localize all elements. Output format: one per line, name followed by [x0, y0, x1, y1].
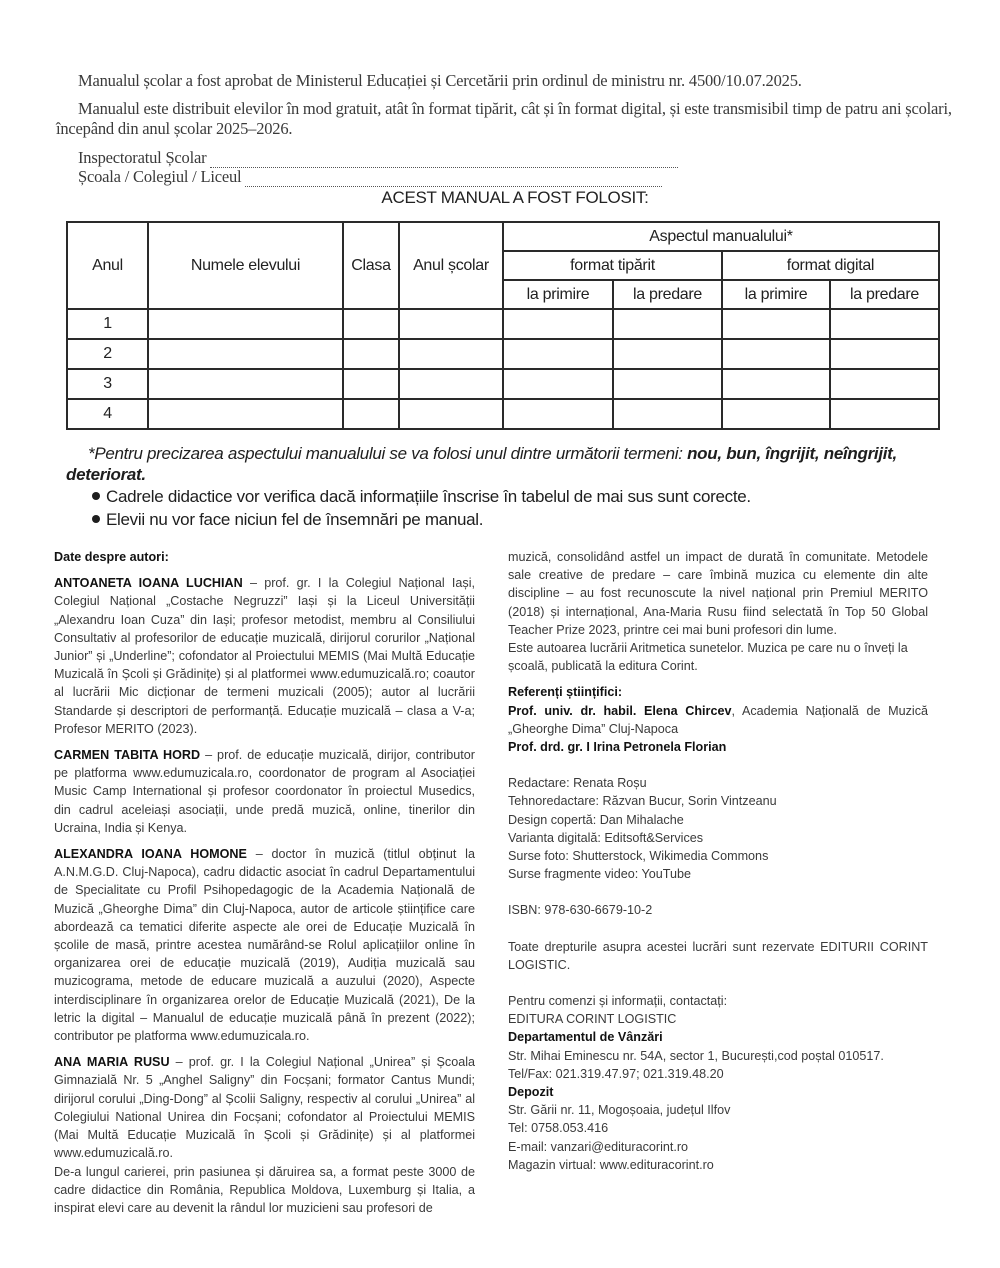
cell-numele[interactable]	[148, 339, 343, 369]
cell-digital-primire[interactable]	[722, 309, 830, 339]
header-numele-elevului: Numele elevului	[148, 222, 343, 309]
cell-clasa[interactable]	[343, 369, 399, 399]
header-tiparit-la-primire: la primire	[503, 280, 613, 309]
credit-line: Redactare: Renata Roșu	[508, 776, 647, 791]
inspectorat-fill-line	[78, 148, 678, 168]
credit-line: Surse fragmente video: YouTube	[508, 867, 691, 882]
referees-heading: Referenți științifici:	[508, 685, 623, 700]
cell-digital-predare[interactable]	[830, 339, 939, 369]
cell-tiparit-primire[interactable]	[503, 369, 613, 399]
cell-digital-predare[interactable]	[830, 399, 939, 429]
cell-numele[interactable]	[148, 309, 343, 339]
cell-clasa[interactable]	[343, 309, 399, 339]
sales-phone: Tel/Fax: 021.319.47.97; 021.319.48.20	[508, 1066, 724, 1081]
table-row	[67, 309, 939, 339]
credit-line: Tehnoredactare: Răzvan Bucur, Sorin Vintzeanu	[508, 794, 777, 809]
cell-clasa[interactable]	[343, 339, 399, 369]
publisher-name: EDITURA CORINT LOGISTIC	[508, 1012, 677, 1027]
author-bio-overflow: muzică, consolidând astfel un impact de durată în comunitate. Metodele sale creative de predare – care îmbină muzica cu elemente din alte discipline – au fost recunoscute la nivel național prin Premiul MERITO (2018) și internațional, Ana-Maria Rusu fiind selectată în Top 50 Global Teacher Prize 2023, printre cei mai buni profesori din lume.	[508, 550, 928, 637]
header-anul-scolar: Anul școlar	[399, 222, 503, 309]
authors-heading: Date despre autori:	[54, 550, 169, 564]
table-row	[67, 369, 939, 399]
header-aspectul-manualului: Aspectul manualului*	[503, 222, 939, 251]
header-tiparit-la-predare: la predare	[613, 280, 722, 309]
cell-digital-predare[interactable]	[830, 369, 939, 399]
cell-anul: 1	[67, 309, 148, 339]
distribution-paragraph: Manualul este distribuit elevilor în mod gratuit, atât în format tipărit, cât și în format digital, și este transmisibil timp de patru ani școlari, începând din anul școlar 2025–2026.	[56, 99, 952, 138]
credit-line: Varianta digitală: Editsoft&Services	[508, 830, 704, 845]
table-row	[67, 399, 939, 429]
term-ingrijit: îngrijit	[765, 444, 815, 463]
credit-line: Surse foto: Shutterstock, Wikimedia Commons	[508, 849, 769, 864]
header-digital-la-primire: la primire	[722, 280, 830, 309]
cell-digital-primire[interactable]	[722, 369, 830, 399]
bullet-item: Cadrele didactice vor verifica dacă informațiile înscrise în tabelul de mai sus sunt corecte.	[92, 487, 751, 507]
term-deteriorat: deteriorat	[66, 465, 142, 484]
term-nou: nou	[687, 444, 718, 463]
author-entry: ANTOANETA IOANA LUCHIAN – prof. gr. I la Colegiul Național Iași, Colegiul Național „Costache Negruzzi” Iași și la Liceul Universității „Alexandru Ioan Cuza” din Iași; profesor metodist, membru al Consiliului Consultativ al profesorilor de educație muzicală, dirijorul corurilor „Național Junior” și „Underline”; cofondator al Proiectului MEMIS (Mai Multă Educație Muzicală în Școli și Grădinițe) și al platformei www.edumuzicală.ro; coautor al lucrării Mic dicționar de termeni muzicali (2005); autor al lucrării Standarde și descriptori de performanță. Educație muzicală – clasa a V-a; Profesor MERITO (2023).	[54, 576, 475, 736]
referee-name: Prof. drd. gr. I Irina Petronela Florian	[508, 740, 727, 755]
bullet-dot-icon	[92, 515, 100, 523]
cell-tiparit-predare[interactable]	[613, 399, 722, 429]
cell-tiparit-primire[interactable]	[503, 309, 613, 339]
isbn: ISBN: 978-630-6679-10-2	[508, 903, 653, 918]
credits-list	[508, 774, 928, 883]
rights-notice: Toate drepturile asupra acestei lucrări sunt rezervate EDITURII CORINT LOGISTIC.	[508, 939, 928, 972]
usage-table	[66, 221, 940, 430]
shop-link[interactable]: Magazin virtual: www.edituracorint.ro	[508, 1157, 714, 1172]
cell-tiparit-predare[interactable]	[613, 369, 722, 399]
header-format-tiparit: format tipărit	[503, 251, 722, 280]
scoala-fill-line	[78, 167, 662, 187]
cell-numele[interactable]	[148, 369, 343, 399]
cell-anul-scolar[interactable]	[399, 399, 503, 429]
referee-entry: Prof. univ. dr. habil. Elena Chircev, Academia Națională de Muzică „Gheorghe Dima” Cluj-Napoca	[508, 703, 928, 736]
cell-tiparit-primire[interactable]	[503, 399, 613, 429]
header-clasa: Clasa	[343, 222, 399, 309]
cell-clasa[interactable]	[343, 399, 399, 429]
bullet-item: Elevii nu vor face niciun fel de însemnări pe manual.	[92, 510, 483, 530]
contact-block	[508, 992, 928, 1174]
cell-digital-primire[interactable]	[722, 399, 830, 429]
cell-digital-predare[interactable]	[830, 309, 939, 339]
aspect-footnote: *Pentru precizarea aspectului manualului se va folosi unul dintre următorii termeni: nou, bun, îngrijit, neîngrijit, deteriorat.	[66, 444, 897, 484]
scoala-label: Școala / Colegiul / Liceul	[78, 167, 242, 186]
inspectorat-label: Inspectoratul Școlar	[78, 148, 207, 167]
cell-anul-scolar[interactable]	[399, 309, 503, 339]
scoala-blank[interactable]	[245, 172, 662, 187]
approval-paragraph: Manualul școlar a fost aprobat de Ministerul Educației și Cercetării prin ordinul de ministru nr. 4500/10.07.2025.	[78, 71, 802, 90]
header-anul: Anul	[67, 222, 148, 309]
credit-line: Design copertă: Dan Mihalache	[508, 812, 684, 827]
cell-anul: 4	[67, 399, 148, 429]
depot-phone: Tel: 0758.053.416	[508, 1121, 609, 1136]
publishing-info-section	[508, 548, 928, 1174]
referee-name: Prof. univ. dr. habil. Elena Chircev	[508, 703, 732, 718]
table-row	[67, 339, 939, 369]
usage-table-title: ACEST MANUAL A FOST FOLOSIT:	[381, 188, 649, 207]
author-book-note: Este autoarea lucrării Aritmetica sunetelor. Muzica pe care nu o înveți la școală, publicată la editura Corint.	[508, 641, 908, 674]
author-name: ALEXANDRA IOANA HOMONE	[54, 847, 247, 862]
contact-intro: Pentru comenzi și informații, contactați:	[508, 994, 728, 1009]
cell-anul: 2	[67, 339, 148, 369]
cell-numele[interactable]	[148, 399, 343, 429]
cell-tiparit-primire[interactable]	[503, 339, 613, 369]
sales-heading: Departamentul de Vânzări	[508, 1030, 663, 1045]
header-digital-la-predare: la predare	[830, 280, 939, 309]
depot-address: Str. Gării nr. 11, Mogoșoaia, județul Ilfov	[508, 1103, 731, 1118]
term-neingrijit: neîngrijit	[823, 444, 893, 463]
cell-tiparit-predare[interactable]	[613, 309, 722, 339]
sales-address: Str. Mihai Eminescu nr. 54A, sector 1, București,cod poștal 010517.	[508, 1048, 884, 1063]
cell-digital-primire[interactable]	[722, 339, 830, 369]
author-bio-continued: De-a lungul carierei, prin pasiunea și dăruirea sa, a format peste 3000 de cadre didactice din România, Republica Moldova, Luxemburg și Italia, a inspirat elevi care au devenit la rândul lor muzicieni sau profesori de	[54, 1164, 475, 1215]
header-format-digital: format digital	[722, 251, 939, 280]
author-name: ANA MARIA RUSU	[54, 1055, 170, 1070]
inspectorat-blank[interactable]	[210, 153, 678, 168]
depot-heading: Depozit	[508, 1085, 554, 1100]
email-link[interactable]: E-mail: vanzari@edituracorint.ro	[508, 1139, 689, 1154]
author-entry: ANA MARIA RUSU – prof. gr. I la Colegiul Național „Unirea” și Școala Gimnazială Nr. 5 „Anghel Saligny” din Focșani; formator Cantus Mundi; dirijorul corului „Ding-Dong” al Școlii Saligny, respectiv al corului „Unirea” al Colegiului National Unirea din Focșani; cofondator al Proiectului MEMIS (Mai Multă Educație Muzicală în Școli și Grădinițe) și al platformei www.edumuzicală.ro.	[54, 1055, 476, 1161]
bullet-dot-icon	[92, 492, 100, 500]
cell-anul: 3	[67, 369, 148, 399]
referee-entry	[508, 738, 928, 756]
term-bun: bun	[726, 444, 757, 463]
author-name: ANTOANETA IOANA LUCHIAN	[54, 576, 243, 591]
author-entry: CARMEN TABITA HORD – prof. de educație muzicală, dirijor, contributor pe platforma www.edumuzicala.ro, coordonator de program al Asociației Music Camp International și profesor coordonator în proiectul Musedics, din cadrul aceleiași asociații, unde predă muzică, online, tinerilor din Ucraina, India și Kenya.	[54, 748, 475, 835]
cell-anul-scolar[interactable]	[399, 369, 503, 399]
authors-section	[54, 548, 475, 1217]
author-name: CARMEN TABITA HORD	[54, 748, 201, 763]
cell-anul-scolar[interactable]	[399, 339, 503, 369]
cell-tiparit-predare[interactable]	[613, 339, 722, 369]
author-entry: ALEXANDRA IOANA HOMONE – doctor în muzică (titlul obținut la A.N.M.G.D. Cluj-Napoca), cadru didactic asociat în cadrul Departamentului de Specialitate cu Profil Psihopedagogic de la Academia Națională de Muzică „Gheorghe Dima” din Cluj-Napoca, autor de articole științifice care abordează ca tematici diferite aspecte ale orei de Educație Muzicală în școlile de masă, printre acestea numărând-se Rolul aplicațiilor online în organizarea orei de educație muzicală (2019), Audiția muzicală sau muzicograma, metode de educare muzicală a auzului (2020), Aspecte interdisciplinare în organizarea orelor de Educație Muzicală (2021), De la letric la digital – Manualul de educație muzicală până în prezent (2022); contributor pe platforma www.edumuzicala.ro.	[54, 847, 475, 1044]
